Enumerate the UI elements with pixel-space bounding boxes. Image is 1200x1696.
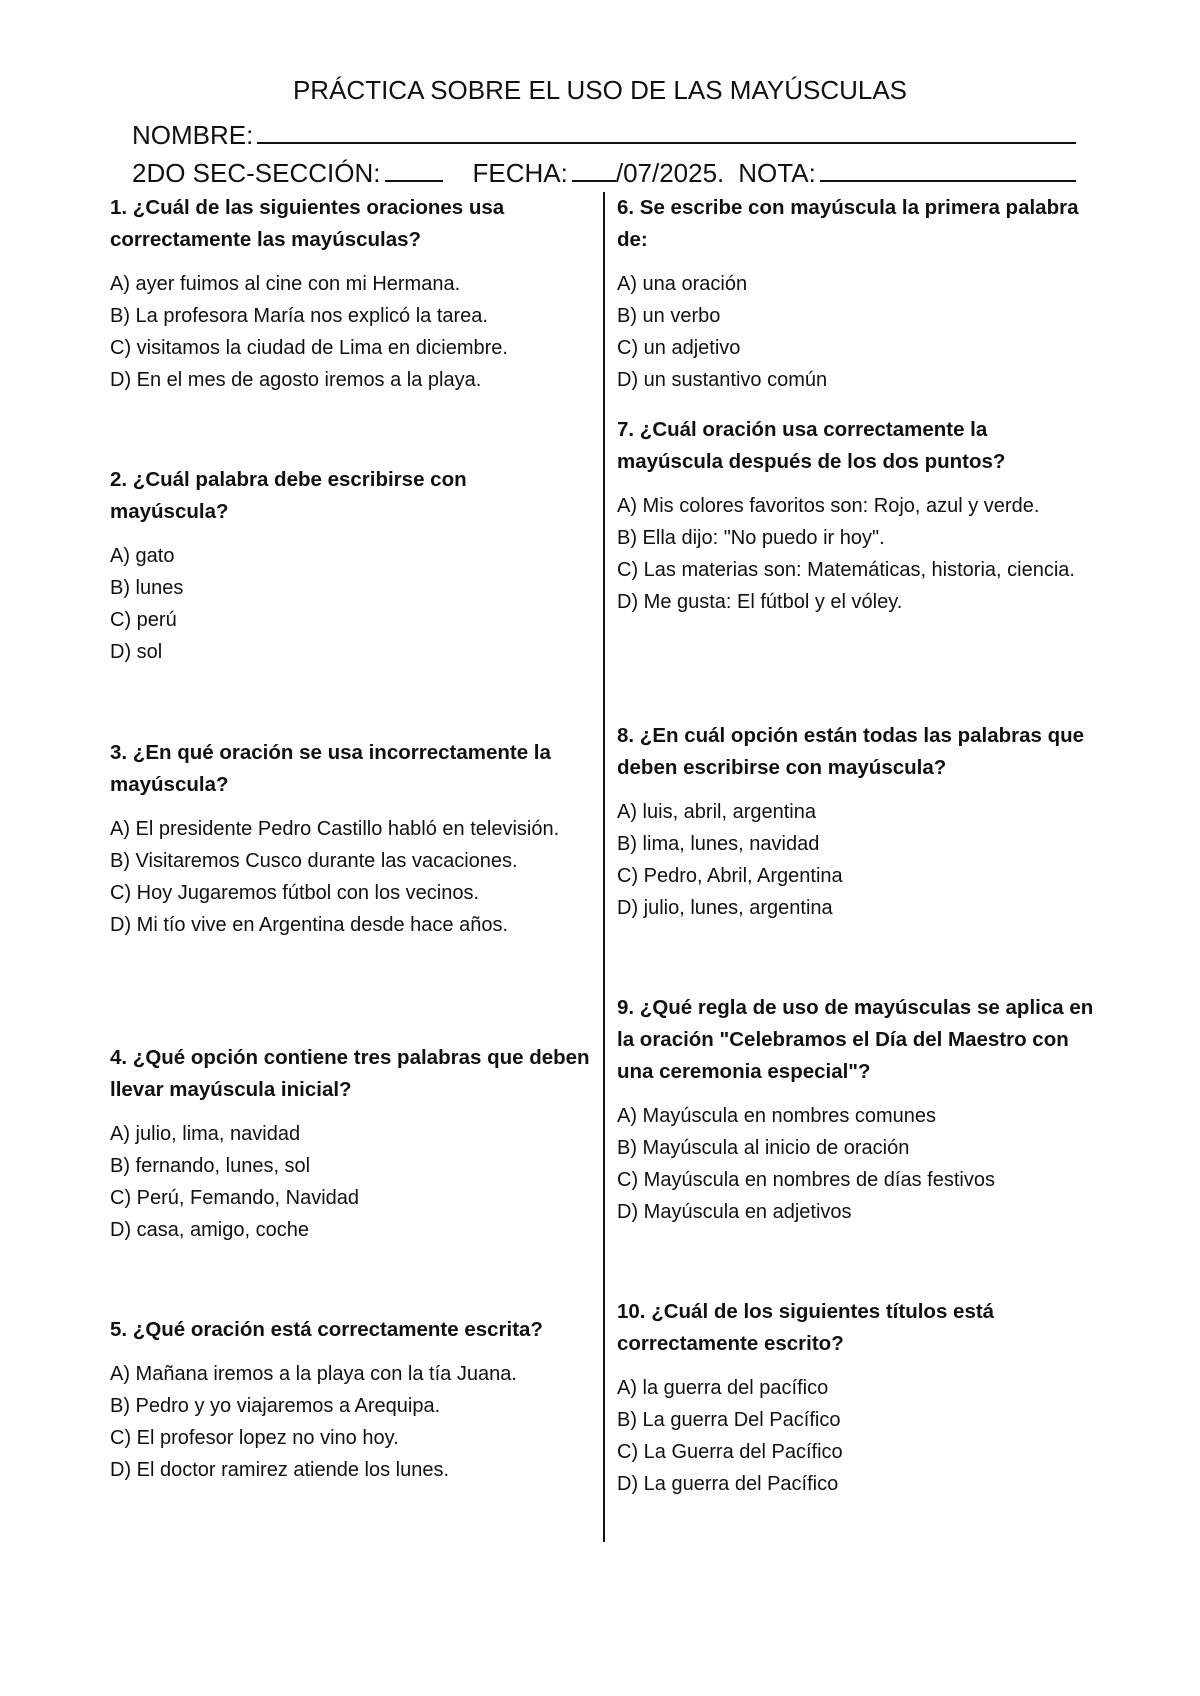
option-b[interactable]: B) Visitaremos Cusco durante las vacaciones. (110, 850, 518, 872)
grade-label: NOTA: (738, 158, 816, 188)
question-text: 9. ¿Qué regla de uso de mayúsculas se aplica en la oración "Celebramos el Día del Maestro con una ceremonia especial"? (617, 996, 1094, 1083)
question-text: 1. ¿Cuál de las siguientes oraciones usa correctamente las mayúsculas? (110, 196, 505, 251)
option-d[interactable]: D) sol (110, 641, 163, 663)
option-c[interactable]: C) Las materias son: Matemáticas, historia, ciencia. (617, 559, 1075, 581)
option-d[interactable]: D) casa, amigo, coche (110, 1219, 309, 1241)
question-text: 4. ¿Qué opción contiene tres palabras que deben llevar mayúscula inicial? (110, 1046, 590, 1101)
question-9 (617, 992, 1097, 1228)
question-4 (110, 1042, 590, 1246)
option-b[interactable]: B) lunes (110, 577, 184, 599)
question-7 (617, 414, 1097, 618)
question-1 (110, 192, 590, 396)
option-b[interactable]: B) Mayúscula al inicio de oración (617, 1137, 910, 1159)
question-text: 8. ¿En cuál opción están todas las palabras que deben escribirse con mayúscula? (617, 724, 1085, 779)
option-a[interactable]: A) Mayúscula en nombres comunes (617, 1105, 937, 1127)
question-text: 3. ¿En qué oración se usa incorrectamente la mayúscula? (110, 741, 551, 796)
question-2 (110, 464, 590, 668)
option-d[interactable]: D) julio, lunes, argentina (617, 897, 833, 919)
option-d[interactable]: D) Mi tío vive en Argentina desde hace años. (110, 914, 509, 936)
option-c[interactable]: C) Pedro, Abril, Argentina (617, 865, 843, 887)
date-label: FECHA: (472, 158, 568, 188)
option-a[interactable]: A) la guerra del pacífico (617, 1377, 829, 1399)
question-10 (617, 1296, 1097, 1500)
question-text: 2. ¿Cuál palabra debe escribirse con mayúscula? (110, 468, 467, 523)
question-8 (617, 720, 1097, 924)
option-d[interactable]: D) Mayúscula en adjetivos (617, 1201, 852, 1223)
option-c[interactable]: C) visitamos la ciudad de Lima en diciembre. (110, 337, 508, 359)
option-b[interactable]: B) La guerra Del Pacífico (617, 1409, 841, 1431)
question-3 (110, 737, 590, 941)
column-divider (603, 192, 605, 1542)
option-a[interactable]: A) ayer fuimos al cine con mi Hermana. (110, 273, 461, 295)
section-date-grade-row (132, 154, 1080, 191)
option-a[interactable]: A) luis, abril, argentina (617, 801, 816, 823)
question-text: 6. Se escribe con mayúscula la primera palabra de: (617, 196, 1079, 251)
question-text: 5. ¿Qué oración está correctamente escrita? (110, 1318, 543, 1341)
option-c[interactable]: C) Mayúscula en nombres de días festivos (617, 1169, 995, 1191)
section-label: 2DO SEC-SECCIÓN: (132, 158, 381, 188)
option-b[interactable]: B) lima, lunes, navidad (617, 833, 820, 855)
option-d[interactable]: D) La guerra del Pacífico (617, 1473, 839, 1495)
option-d[interactable]: D) Me gusta: El fútbol y el vóley. (617, 591, 903, 613)
question-text: 7. ¿Cuál oración usa correctamente la mayúscula después de los dos puntos? (617, 418, 1006, 473)
name-label: NOMBRE: (132, 120, 254, 150)
date-day-blank[interactable] (572, 154, 616, 182)
question-5 (110, 1314, 590, 1486)
option-b[interactable]: B) Ella dijo: "No puedo ir hoy". (617, 527, 885, 549)
option-a[interactable]: A) gato (110, 545, 175, 567)
option-d[interactable]: D) En el mes de agosto iremos a la playa. (110, 369, 482, 391)
name-blank[interactable] (257, 116, 1076, 144)
option-d[interactable]: D) un sustantivo común (617, 369, 828, 391)
option-d[interactable]: D) El doctor ramirez atiende los lunes. (110, 1459, 450, 1481)
option-b[interactable]: B) fernando, lunes, sol (110, 1155, 311, 1177)
option-a[interactable]: A) una oración (617, 273, 748, 295)
question-text: 10. ¿Cuál de los siguientes títulos está correctamente escrito? (617, 1300, 995, 1355)
name-row (132, 116, 1080, 153)
option-c[interactable]: C) El profesor lopez no vino hoy. (110, 1427, 399, 1449)
option-a[interactable]: A) Mis colores favoritos son: Rojo, azul y verde. (617, 495, 1040, 517)
option-b[interactable]: B) un verbo (617, 305, 721, 327)
option-a[interactable]: A) Mañana iremos a la playa con la tía Juana. (110, 1363, 517, 1385)
option-c[interactable]: C) perú (110, 609, 177, 631)
option-a[interactable]: A) El presidente Pedro Castillo habló en televisión. (110, 818, 560, 840)
grade-blank[interactable] (820, 154, 1076, 182)
option-c[interactable]: C) un adjetivo (617, 337, 741, 359)
option-c[interactable]: C) Hoy Jugaremos fútbol con los vecinos. (110, 882, 480, 904)
option-b[interactable]: B) Pedro y yo viajaremos a Arequipa. (110, 1395, 441, 1417)
worksheet-title: PRÁCTICA SOBRE EL USO DE LAS MAYÚSCULAS (292, 75, 908, 105)
option-a[interactable]: A) julio, lima, navidad (110, 1123, 301, 1145)
question-6 (617, 192, 1097, 396)
section-blank[interactable] (385, 154, 443, 182)
option-c[interactable]: C) La Guerra del Pacífico (617, 1441, 843, 1463)
option-c[interactable]: C) Perú, Femando, Navidad (110, 1187, 360, 1209)
date-suffix: /07/2025. (615, 158, 725, 188)
option-b[interactable]: B) La profesora María nos explicó la tarea. (110, 305, 488, 327)
